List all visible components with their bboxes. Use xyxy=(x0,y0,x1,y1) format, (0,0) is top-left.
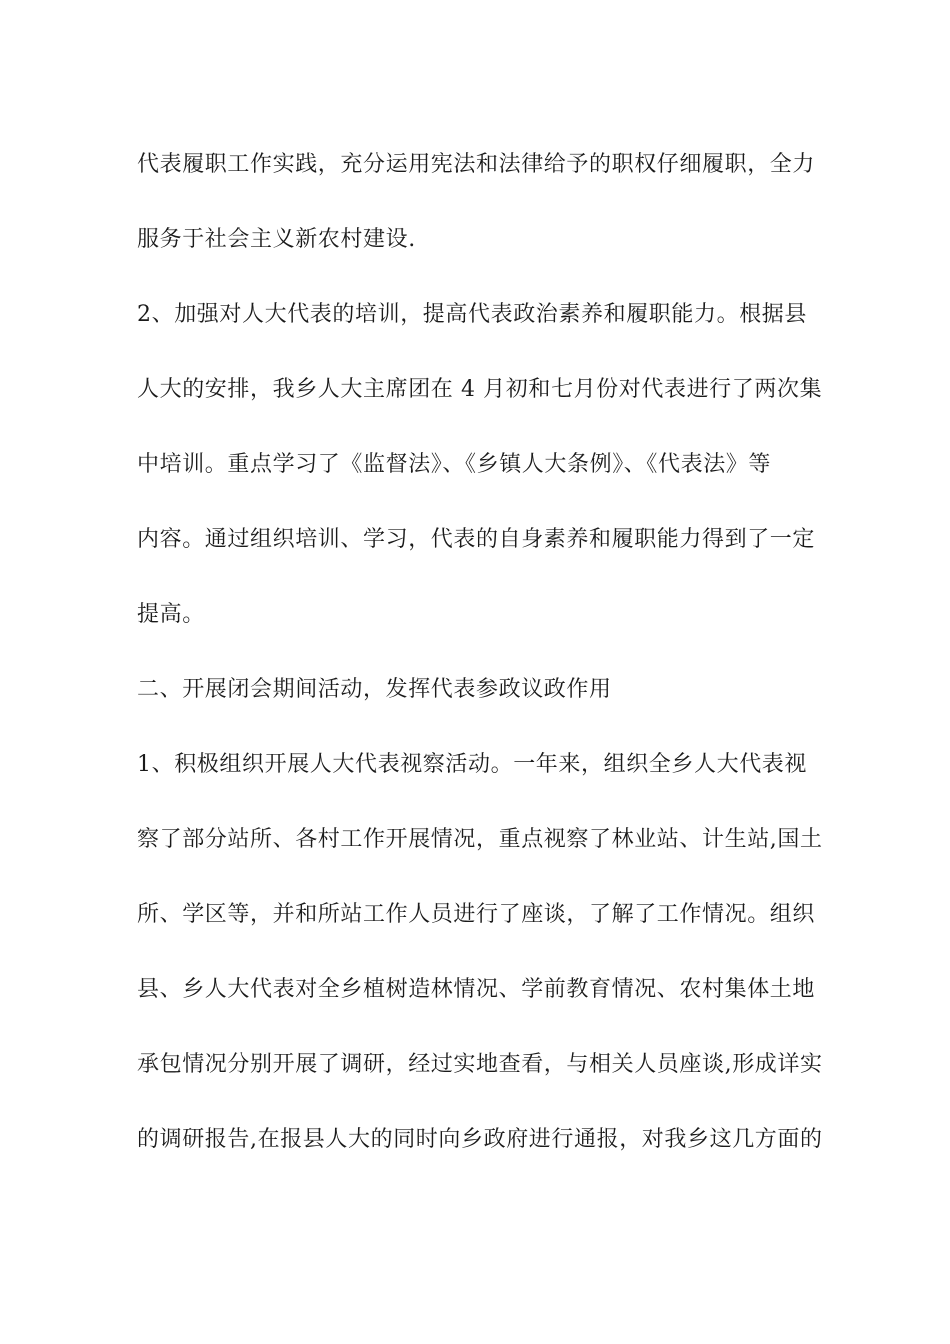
paragraph-line: 的调研报告,在报县人大的同时向乡政府进行通报，对我乡这几方面的 xyxy=(137,1127,823,1152)
paragraph-line: 内容。通过组织培训、学习，代表的自身素养和履职能力得到了一定 xyxy=(137,527,816,552)
paragraph-line: 所、学区等，并和所站工作人员进行了座谈，了解了工作情况。组织 xyxy=(137,902,816,927)
paragraph-line: 1、积极组织开展人大代表视察活动。一年来，组织全乡人大代表视 xyxy=(137,752,807,777)
paragraph-line: 2、加强对人大代表的培训，提高代表政治素养和履职能力。根据县 xyxy=(137,302,807,327)
paragraph-line: 服务于社会主义新农村建设. xyxy=(137,227,416,252)
paragraph-line: 提高。 xyxy=(137,602,205,627)
paragraph-line: 人大的安排，我乡人大主席团在 4 月初和七月份对代表进行了两次集 xyxy=(137,377,823,402)
paragraph-line: 代表履职工作实践，充分运用宪法和法律给予的职权仔细履职，全力 xyxy=(137,152,816,177)
paragraph-line: 承包情况分别开展了调研，经过实地查看，与相关人员座谈,形成详实 xyxy=(137,1052,823,1077)
paragraph-line: 县、乡人大代表对全乡植树造林情况、学前教育情况、农村集体土地 xyxy=(137,977,816,1002)
paragraph-line: 中培训。重点学习了《监督法》、《乡镇人大条例》、《代表法》等 xyxy=(137,452,772,477)
paragraph-line: 察了部分站所、各村工作开展情况，重点视察了林业站、计生站,国土 xyxy=(137,827,823,852)
section-heading: 二、开展闭会期间活动，发挥代表参政议政作用 xyxy=(137,677,612,702)
